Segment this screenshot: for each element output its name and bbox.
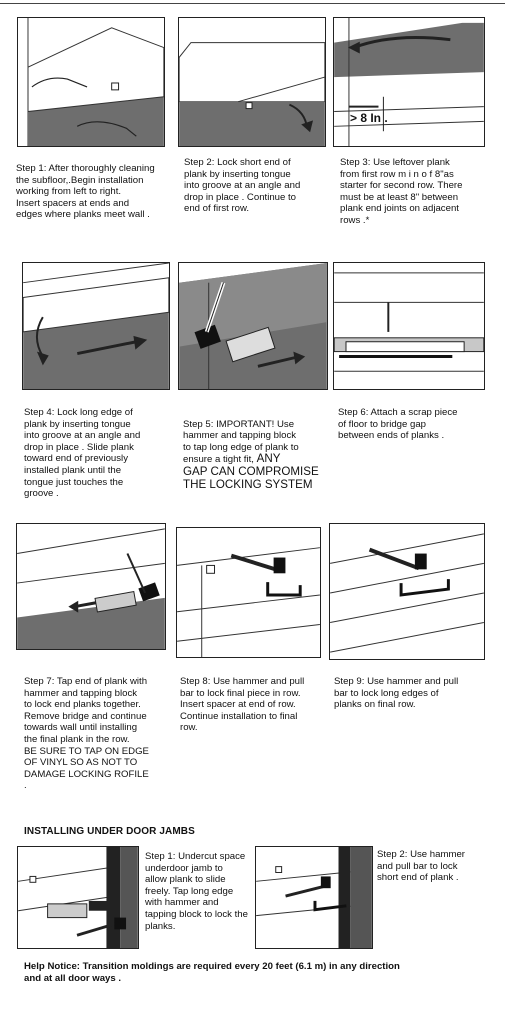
step5-illustration (178, 262, 328, 390)
step5-caption-emphasis: ANY GAP CAN COMPROMISE THE LOCKING SYSTEM (183, 452, 319, 491)
door-jambs-heading: INSTALLING UNDER DOOR JAMBS (24, 826, 195, 837)
step1-caption: Step 1: After thoroughly cleaning the subfloor,.Begin installation working from left to right. Insert spacers at ends and edges where planks meet wall . (16, 163, 155, 221)
door-step2-illustration (255, 846, 373, 949)
step8-caption: Step 8: Use hammer and pull bar to lock final piece in row. Insert spacer at end of row. Continue installation to final row. (180, 676, 305, 734)
door-step1-caption: Step 1: Undercut space underdoor jamb to allow plank to slide freely. Tap long edge with hammer and tapping block to lock the planks. (145, 851, 248, 932)
help-notice: Help Notice: Transition moldings are required every 20 feet (6.1 m) in any direction and at all door ways . (24, 961, 400, 984)
top-rule (0, 3, 505, 4)
step9-illustration (329, 523, 485, 660)
step3-illustration (333, 17, 485, 147)
step5-caption-text: Step 5: IMPORTANT! Use hammer and tapping block to tap long edge of plank to ensure a tight fit, (183, 418, 299, 466)
step5-caption (183, 407, 333, 491)
step3-distance-label: > 8 In . (350, 111, 388, 125)
step4-caption: Step 4: Lock long edge of plank by inserting tongue into groove at an angle and drop in place . Slide plank toward end of previously installed plank until the tongue just touches the groove . (24, 407, 141, 500)
step8-illustration (176, 527, 321, 658)
step6-caption: Step 6: Attach a scrap piece of floor to bridge gap between ends of planks . (338, 407, 458, 442)
step6-illustration (333, 262, 485, 390)
door-step2-caption: Step 2: Use hammer and pull bar to lock short end of plank . (377, 849, 465, 884)
step2-illustration (178, 17, 326, 147)
step7-caption: Step 7: Tap end of plank with hammer and tapping block to lock end planks together. Remove bridge and continue towards wall until installing the final plank in the row. BE SURE TO TAP ON EDGE OF VINYL SO AS NOT TO DAMAGE LOCKING ROFILE . (24, 676, 149, 792)
step2-caption: Step 2: Lock short end of plank by inserting tongue into groove at an angle and drop in place . Continue to end of first row. (184, 157, 301, 215)
step4-illustration (22, 262, 170, 390)
door-step1-illustration (17, 846, 139, 949)
step3-caption: Step 3: Use leftover plank from first row m i n o f 8"as starter for second row. There must be at least 8" between plank end joints on adjacent rows .* (340, 157, 463, 226)
step9-caption: Step 9: Use hammer and pull bar to lock long edges of planks on final row. (334, 676, 459, 711)
step1-illustration (17, 17, 165, 147)
step7-illustration (16, 523, 166, 650)
